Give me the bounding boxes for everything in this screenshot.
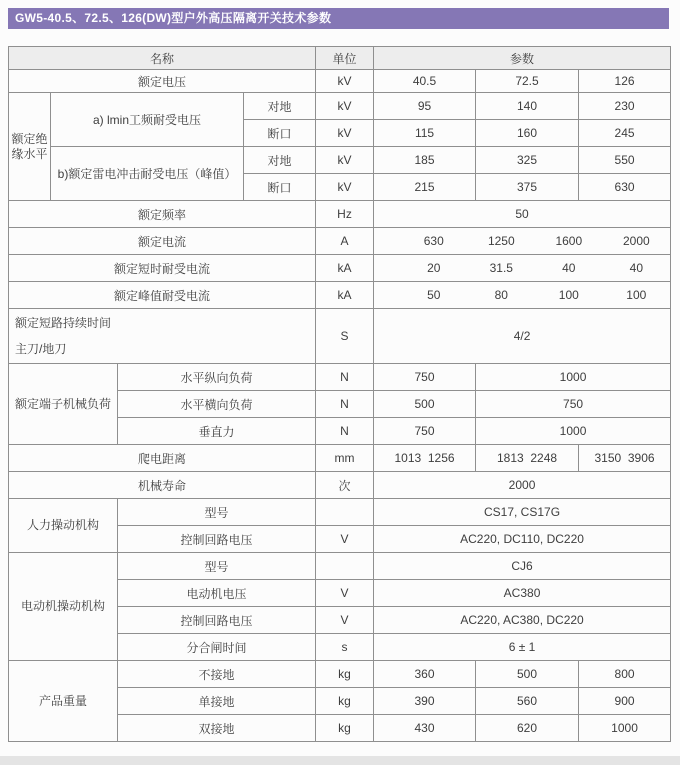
terminal-load-1-name: 水平纵向负荷: [118, 364, 316, 391]
row-manual-mech-model: [9, 499, 671, 526]
insulation-b-earth-label: 对地: [244, 147, 316, 174]
rated-current-v3: 1600: [555, 234, 583, 248]
short-circuit-duration-line1: 额定短路持续时间: [15, 316, 112, 330]
weight-double-v2: 620: [476, 715, 579, 742]
insulation-a-earth-v3: 230: [579, 93, 671, 120]
creepage-distance-name: 爬电距离: [9, 445, 316, 472]
insulation-a-gap-v1: 115: [374, 120, 476, 147]
rated-current-unit: A: [316, 228, 374, 255]
manual-mech-model-unit: [316, 499, 374, 526]
page-title: GW5-40.5、72.5、126(DW)型户外高压隔离开关技术参数: [15, 11, 332, 25]
insulation-a-earth-v1: 95: [374, 93, 476, 120]
insulation-group-label: 额定绝缘水平: [9, 93, 51, 201]
insulation-b-gap-v2: 375: [476, 174, 579, 201]
creepage-distance-v3: 3150 3906: [579, 445, 671, 472]
short-time-current-v3: 40: [562, 261, 576, 275]
weight-single-v3: 900: [579, 688, 671, 715]
weight-double-v3: 1000: [579, 715, 671, 742]
weight-single-name: 单接地: [118, 688, 316, 715]
terminal-load-1-v2: 1000: [476, 364, 671, 391]
row-creepage-distance: [9, 445, 671, 472]
insulation-b-earth-v2: 325: [476, 147, 579, 174]
insulation-b-gap-unit: kV: [316, 174, 374, 201]
rated-frequency-unit: Hz: [316, 201, 374, 228]
motor-mech-voltage-name: 电动机电压: [118, 580, 316, 607]
row-short-circuit-duration: [9, 309, 671, 364]
weight-single-v1: 390: [374, 688, 476, 715]
peak-current-name: 额定峰值耐受电流: [9, 282, 316, 309]
rated-current-name: 额定电流: [9, 228, 316, 255]
motor-mech-control-unit: V: [316, 607, 374, 634]
weight-ungrounded-name: 不接地: [118, 661, 316, 688]
short-time-current-v4: 40: [629, 261, 643, 275]
mechanical-life-value: 2000: [374, 472, 671, 499]
mechanical-life-name: 机械寿命: [9, 472, 316, 499]
weight-double-v1: 430: [374, 715, 476, 742]
row-terminal-load-1: [9, 364, 671, 391]
creepage-distance-unit: mm: [316, 445, 374, 472]
rated-current-v1: 630: [423, 234, 444, 248]
terminal-load-2-v1: 500: [374, 391, 476, 418]
motor-mech-model-unit: [316, 553, 374, 580]
weight-ungrounded-unit: kg: [316, 661, 374, 688]
insulation-a-earth-label: 对地: [244, 93, 316, 120]
row-motor-mech-model: [9, 553, 671, 580]
short-time-current-v1: 20: [427, 261, 441, 275]
header-params: 参数: [374, 47, 671, 70]
insulation-a-label: a) lmin工频耐受电压: [51, 93, 244, 147]
header-row: [9, 47, 671, 70]
motor-mech-model-name: 型号: [118, 553, 316, 580]
manual-mech-model-value: CS17, CS17G: [374, 499, 671, 526]
weight-ungrounded-v1: 360: [374, 661, 476, 688]
insulation-b-earth-v3: 550: [579, 147, 671, 174]
insulation-b-gap-v1: 215: [374, 174, 476, 201]
peak-current-unit: kA: [316, 282, 374, 309]
insulation-a-gap-v3: 245: [579, 120, 671, 147]
peak-current-v2: 80: [494, 288, 508, 302]
spec-table: [8, 46, 671, 742]
terminal-load-2-unit: N: [316, 391, 374, 418]
terminal-load-2-name: 水平横向负荷: [118, 391, 316, 418]
manual-mech-group-label: 人力操动机构: [9, 499, 118, 553]
motor-mech-group-label: 电动机操动机构: [9, 553, 118, 661]
rated-voltage-name: 额定电压: [9, 70, 316, 93]
manual-mech-model-name: 型号: [118, 499, 316, 526]
page-title-banner: [8, 8, 669, 29]
rated-current-values: [374, 228, 671, 255]
weight-ungrounded-v2: 500: [476, 661, 579, 688]
terminal-load-3-unit: N: [316, 418, 374, 445]
motor-mech-control-value: AC220, AC380, DC220: [374, 607, 671, 634]
motor-mech-voltage-value: AC380: [374, 580, 671, 607]
terminal-load-3-v1: 750: [374, 418, 476, 445]
motor-mech-control-name: 控制回路电压: [118, 607, 316, 634]
rated-voltage-v3: 126: [579, 70, 671, 93]
motor-mech-model-value: CJ6: [374, 553, 671, 580]
rated-frequency-value: 50: [374, 201, 671, 228]
insulation-b-label: b)额定雷电冲击耐受电压（峰值）: [51, 147, 244, 201]
insulation-a-gap-unit: kV: [316, 120, 374, 147]
terminal-load-group-label: 额定端子机械负荷: [9, 364, 118, 445]
manual-mech-control-unit: V: [316, 526, 374, 553]
weight-ungrounded-v3: 800: [579, 661, 671, 688]
row-rated-voltage: [9, 70, 671, 93]
motor-mech-switch-time-unit: s: [316, 634, 374, 661]
rated-frequency-name: 额定频率: [9, 201, 316, 228]
manual-mech-control-value: AC220, DC110, DC220: [374, 526, 671, 553]
mechanical-life-unit: 次: [316, 472, 374, 499]
short-circuit-duration-unit: S: [316, 309, 374, 364]
peak-current-v4: 100: [626, 288, 647, 302]
page-bottom-strip: [0, 756, 680, 765]
row-rated-frequency: [9, 201, 671, 228]
product-weight-group-label: 产品重量: [9, 661, 118, 742]
insulation-a-gap-v2: 160: [476, 120, 579, 147]
rated-voltage-v1: 40.5: [374, 70, 476, 93]
short-circuit-duration-line2: 主刀/地刀: [15, 342, 67, 356]
rated-current-v2: 1250: [487, 234, 515, 248]
motor-mech-switch-time-value: 6 ± 1: [374, 634, 671, 661]
weight-single-unit: kg: [316, 688, 374, 715]
short-circuit-duration-name: [9, 309, 316, 364]
rated-current-v4: 2000: [622, 234, 650, 248]
rated-voltage-unit: kV: [316, 70, 374, 93]
weight-single-v2: 560: [476, 688, 579, 715]
manual-mech-control-name: 控制回路电压: [118, 526, 316, 553]
short-time-current-values: [374, 255, 671, 282]
row-short-time-current: [9, 255, 671, 282]
insulation-a-earth-v2: 140: [476, 93, 579, 120]
row-insulation-a-earth: [9, 93, 671, 120]
rated-voltage-v2: 72.5: [476, 70, 579, 93]
row-rated-current: [9, 228, 671, 255]
insulation-b-gap-label: 断口: [244, 174, 316, 201]
short-time-current-name: 额定短时耐受电流: [9, 255, 316, 282]
motor-mech-voltage-unit: V: [316, 580, 374, 607]
terminal-load-3-v2: 1000: [476, 418, 671, 445]
insulation-a-earth-unit: kV: [316, 93, 374, 120]
terminal-load-1-unit: N: [316, 364, 374, 391]
insulation-b-gap-v3: 630: [579, 174, 671, 201]
motor-mech-switch-time-name: 分合闸时间: [118, 634, 316, 661]
short-time-current-unit: kA: [316, 255, 374, 282]
terminal-load-1-v1: 750: [374, 364, 476, 391]
weight-double-name: 双接地: [118, 715, 316, 742]
creepage-distance-v2: 1813 2248: [476, 445, 579, 472]
row-peak-current: [9, 282, 671, 309]
row-insulation-b-earth: [9, 147, 671, 174]
insulation-b-earth-v1: 185: [374, 147, 476, 174]
peak-current-values: [374, 282, 671, 309]
row-weight-ungrounded: [9, 661, 671, 688]
peak-current-v3: 100: [558, 288, 579, 302]
peak-current-v1: 50: [427, 288, 441, 302]
row-mechanical-life: [9, 472, 671, 499]
insulation-a-gap-label: 断口: [244, 120, 316, 147]
terminal-load-3-name: 垂直力: [118, 418, 316, 445]
insulation-b-earth-unit: kV: [316, 147, 374, 174]
short-circuit-duration-value: 4/2: [374, 309, 671, 364]
terminal-load-2-v2: 750: [476, 391, 671, 418]
short-time-current-v2: 31.5: [489, 261, 513, 275]
header-unit: 单位: [316, 47, 374, 70]
header-name: 名称: [9, 47, 316, 70]
creepage-distance-v1: 1013 1256: [374, 445, 476, 472]
weight-double-unit: kg: [316, 715, 374, 742]
